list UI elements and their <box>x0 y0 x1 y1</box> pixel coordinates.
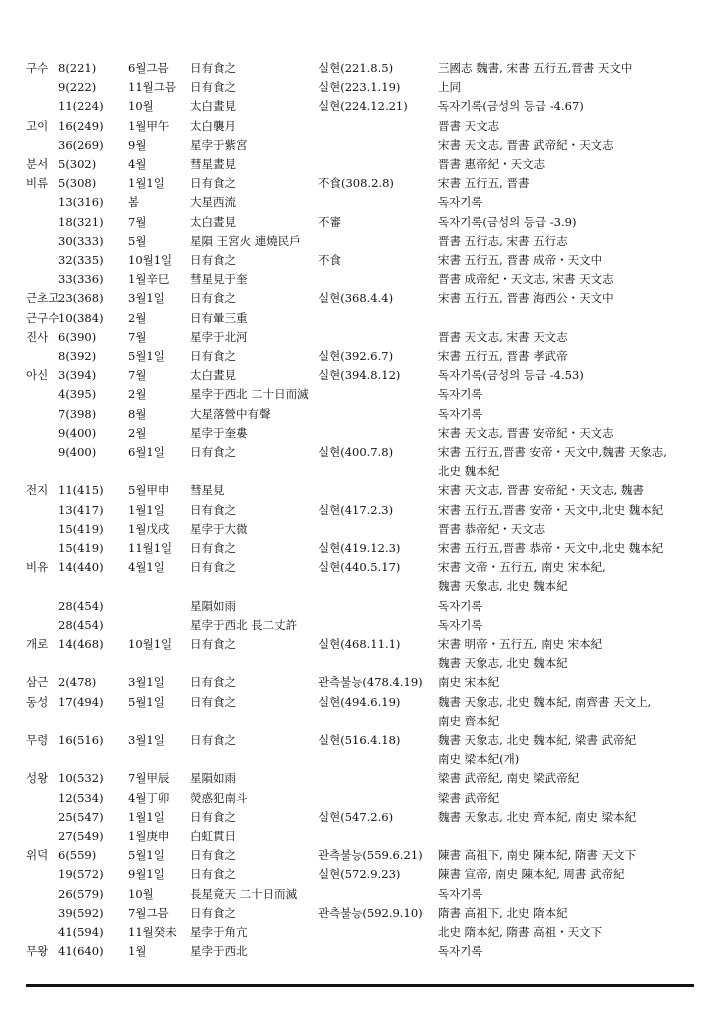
event-cell: 熒惑犯南斗 <box>190 790 248 805</box>
month-cell: 7월그믐 <box>128 905 169 920</box>
source-cell: 독자기록 <box>438 406 483 421</box>
event-cell: 日有食之 <box>190 61 236 75</box>
table-row <box>0 500 720 520</box>
table-row <box>0 96 720 116</box>
table-row <box>0 250 720 270</box>
year-cell: 23(368) <box>58 291 104 306</box>
source-cell: 晋書 天文志, 宋書 天文志 <box>438 329 568 344</box>
event-cell: 日有食之 <box>190 349 236 363</box>
month-cell: 11월그믐 <box>128 80 176 95</box>
month-cell: 3월1일 <box>128 291 165 306</box>
event-cell: 日有食之 <box>190 809 236 824</box>
month-cell: 1월1일 <box>128 809 165 824</box>
event-cell: 日有食之 <box>190 541 236 555</box>
table-row <box>0 864 720 884</box>
year-cell: 2(478) <box>58 675 97 690</box>
month-cell: 5월1일 <box>128 848 165 863</box>
source-cell: 宋書 五行五, 晋書 成帝・天文中 <box>438 253 603 267</box>
year-cell: 11(224) <box>58 99 104 114</box>
observation-cell: 관측불능(592.9.10) <box>318 905 423 920</box>
event-cell: 日有食之 <box>190 176 236 191</box>
source-cell: 宋書 明帝・五行五, 南史 宋本紀 <box>438 637 603 651</box>
year-cell: 13(417) <box>58 502 104 517</box>
table-row <box>0 77 720 97</box>
observation-cell: 실현(400.7.8) <box>318 445 394 459</box>
king-cell: 비류 <box>26 176 49 191</box>
source-cell: 宋書 五行五, 晋書 海西公・天文中 <box>438 291 614 306</box>
year-cell: 10(532) <box>58 771 104 786</box>
event-cell: 日有食之 <box>190 867 236 882</box>
table-row <box>0 557 720 577</box>
source-cell: 宋書 五行五, 晋書 孝武帝 <box>438 349 568 363</box>
table-row <box>0 116 720 136</box>
source-cell: 독자기록 <box>438 387 483 402</box>
table-row <box>0 711 720 731</box>
observation-cell: 관측불능(478.4.19) <box>318 675 423 690</box>
year-cell: 18(321) <box>58 214 104 229</box>
source-cell: 南史 宋本紀 <box>438 675 500 690</box>
source-cell: 宋書 五行五,晋書 安帝・天文中,北史 魏本紀 <box>438 502 664 517</box>
table-row <box>0 730 720 750</box>
king-cell: 비유 <box>26 560 49 575</box>
table-row <box>0 135 720 155</box>
year-cell: 28(454) <box>58 598 104 613</box>
event-cell: 日有食之 <box>190 694 236 709</box>
source-cell: 魏書 天象志, 北史 魏本紀, 南齊書 天文上, <box>438 694 652 709</box>
table-row <box>0 768 720 788</box>
year-cell: 41(594) <box>58 925 104 939</box>
month-cell: 1월庚申 <box>128 829 170 843</box>
month-cell: 2월 <box>128 310 147 325</box>
year-cell: 10(384) <box>58 310 104 325</box>
table-row <box>0 384 720 404</box>
year-cell: 12(534) <box>58 790 104 805</box>
month-cell: 7월 <box>128 368 147 383</box>
observation-cell: 실현(223.1.19) <box>318 80 401 95</box>
event-cell: 星隕如雨 <box>190 771 236 786</box>
king-cell: 아신 <box>26 368 49 383</box>
source-cell: 독자기록 <box>438 944 483 959</box>
table-row <box>0 173 720 193</box>
year-cell: 5(302) <box>58 157 97 171</box>
month-cell: 10월1일 <box>128 253 173 267</box>
year-cell: 25(547) <box>58 809 104 824</box>
event-cell: 日有食之 <box>190 637 236 651</box>
table-row <box>0 692 720 712</box>
month-cell: 2월 <box>128 425 147 440</box>
month-cell: 1월戊戌 <box>128 521 170 536</box>
observation-cell: 실현(417.2.3) <box>318 502 394 517</box>
table-row <box>0 461 720 481</box>
year-cell: 26(579) <box>58 886 104 901</box>
table-row <box>0 519 720 539</box>
observation-cell: 실현(494.6.19) <box>318 694 401 709</box>
year-cell: 11(415) <box>58 483 104 498</box>
event-cell: 彗星見 <box>190 483 225 498</box>
event-cell: 太白晝見 <box>190 99 236 114</box>
table-row <box>0 903 720 923</box>
event-cell: 星孛于紫宮 <box>190 137 248 152</box>
month-cell: 1월1일 <box>128 502 165 517</box>
king-cell: 전지 <box>26 483 49 498</box>
event-cell: 太白襲月 <box>190 118 236 133</box>
year-cell: 14(468) <box>58 637 104 651</box>
table-row <box>0 231 720 251</box>
source-cell: 독자기록(금성의 등급 -3.9) <box>438 214 577 229</box>
source-cell: 독자기록 <box>438 886 483 901</box>
source-cell: 晋書 惠帝紀・天文志 <box>438 157 546 171</box>
year-cell: 15(419) <box>58 541 104 555</box>
event-cell: 日有暈三重 <box>190 310 248 325</box>
month-cell: 10월 <box>128 99 154 114</box>
king-cell: 근구수 <box>26 310 60 325</box>
source-cell: 陳書 宣帝, 南史 陳本紀, 周書 武帝紀 <box>438 867 625 882</box>
source-cell: 晋書 恭帝紀・天文志 <box>438 521 546 536</box>
observation-cell: 실현(572.9.23) <box>318 867 401 882</box>
king-cell: 삼근 <box>26 675 49 690</box>
king-cell: 구수 <box>26 61 49 75</box>
event-cell: 太白晝見 <box>190 214 236 229</box>
source-cell: 독자기록(금성의 등급 -4.67) <box>438 99 584 114</box>
year-cell: 41(640) <box>58 944 104 959</box>
year-cell: 7(398) <box>58 406 97 421</box>
observation-cell: 不審 <box>318 214 341 229</box>
table-row <box>0 749 720 769</box>
year-cell: 32(335) <box>58 253 104 267</box>
year-cell: 36(269) <box>58 137 104 152</box>
observation-cell: 실현(419.12.3) <box>318 541 401 555</box>
year-cell: 33(336) <box>58 272 104 287</box>
table-row <box>0 826 720 846</box>
month-cell: 2월 <box>128 387 147 402</box>
table-row <box>0 576 720 596</box>
source-cell: 北史 魏本紀 <box>438 464 500 479</box>
month-cell: 6월1일 <box>128 445 165 459</box>
event-cell: 太白晝見 <box>190 368 236 383</box>
month-cell: 1월甲午 <box>128 118 170 133</box>
year-cell: 39(592) <box>58 905 104 920</box>
king-cell: 분서 <box>26 157 49 171</box>
event-cell: 星隕如雨 <box>190 598 236 613</box>
event-cell: 星孛于大微 <box>190 521 248 536</box>
year-cell: 9(222) <box>58 80 97 95</box>
source-cell: 晋書 五行志, 宋書 五行志 <box>438 233 568 248</box>
source-cell: 宋書 五行五,晋書 恭帝・天文中,北史 魏本紀 <box>438 541 664 555</box>
month-cell: 5월1일 <box>128 694 165 709</box>
table-row <box>0 634 720 654</box>
event-cell: 日有食之 <box>190 291 236 306</box>
month-cell: 5월甲申 <box>128 483 170 498</box>
table-row <box>0 212 720 232</box>
source-cell: 魏書 天象志, 北史 齊本紀, 南史 梁本紀 <box>438 809 637 824</box>
year-cell: 8(221) <box>58 61 97 75</box>
event-cell: 星孛于奎婁 <box>190 425 248 440</box>
source-cell: 隋書 高祖下, 北史 隋本紀 <box>438 905 568 920</box>
event-cell: 日有食之 <box>190 733 236 747</box>
source-cell: 梁書 武帝紀 <box>438 790 500 805</box>
king-cell: 근초고 <box>26 291 60 306</box>
event-cell: 星孛于角亢 <box>190 925 248 939</box>
source-cell: 독자기록 <box>438 598 483 613</box>
king-cell: 고이 <box>26 118 49 133</box>
observation-cell: 실현(392.6.7) <box>318 349 394 363</box>
table-row <box>0 538 720 558</box>
table-row <box>0 884 720 904</box>
king-cell: 동성 <box>26 694 49 709</box>
month-cell: 4월1일 <box>128 560 165 575</box>
year-cell: 15(419) <box>58 521 104 536</box>
event-cell: 星孛于北河 <box>190 329 248 344</box>
source-cell: 宋書 天文志, 晋書 武帝紀・天文志 <box>438 137 614 152</box>
observation-cell: 실현(368.4.4) <box>318 291 394 306</box>
source-cell: 三國志 魏書, 宋書 五行五,晋書 天文中 <box>438 61 633 75</box>
source-cell: 魏書 天象志, 北史 魏本紀, 梁書 武帝紀 <box>438 733 637 747</box>
source-cell: 宋書 五行五,晋書 安帝・天文中,魏書 天象志, <box>438 445 667 459</box>
month-cell: 9월1일 <box>128 867 165 882</box>
month-cell: 4월丁卯 <box>128 790 170 805</box>
event-cell: 星孛于西北 長二丈許 <box>190 617 298 632</box>
event-cell: 日有食之 <box>190 675 236 690</box>
source-cell: 魏書 天象志, 北史 魏本紀 <box>438 579 568 594</box>
year-cell: 4(395) <box>58 387 97 402</box>
source-cell: 독자기록(금성의 등급 -4.53) <box>438 368 584 383</box>
month-cell: 9월 <box>128 137 147 152</box>
month-cell: 10월 <box>128 886 154 901</box>
source-cell: 독자기록 <box>438 617 483 632</box>
year-cell: 28(454) <box>58 617 104 632</box>
event-cell: 白虹貫日 <box>190 829 236 843</box>
year-cell: 8(392) <box>58 349 97 363</box>
event-cell: 日有食之 <box>190 560 236 575</box>
year-cell: 16(249) <box>58 118 104 133</box>
table-row <box>0 346 720 366</box>
event-cell: 星孛于西北 二十日而滅 <box>190 387 309 402</box>
year-cell: 19(572) <box>58 867 104 882</box>
event-cell: 日有食之 <box>190 848 236 863</box>
table-row <box>0 653 720 673</box>
observation-cell: 不食 <box>318 253 341 267</box>
month-cell: 5월1일 <box>128 349 165 363</box>
source-cell: 晋書 成帝紀・天文志, 宋書 天文志 <box>438 272 614 287</box>
observation-cell: 관측불능(559.6.21) <box>318 848 423 863</box>
year-cell: 9(400) <box>58 445 97 459</box>
table-row <box>0 442 720 462</box>
event-cell: 日有食之 <box>190 445 236 459</box>
year-cell: 16(516) <box>58 733 104 747</box>
table-row <box>0 845 720 865</box>
table-row <box>0 58 720 78</box>
king-cell: 무령 <box>26 733 49 747</box>
event-cell: 日有食之 <box>190 905 236 920</box>
table-row <box>0 308 720 328</box>
event-cell: 星隕 王宮火 連燒民戶 <box>190 233 301 248</box>
observation-cell: 실현(224.12.21) <box>318 99 408 114</box>
observation-cell: 不食(308.2.8) <box>318 176 394 191</box>
table-row <box>0 807 720 827</box>
event-cell: 星孛于西北 <box>190 944 248 959</box>
year-cell: 5(308) <box>58 176 97 191</box>
event-cell: 日有食之 <box>190 80 236 95</box>
table-row <box>0 788 720 808</box>
month-cell: 7월甲辰 <box>128 771 170 786</box>
table-row <box>0 423 720 443</box>
month-cell: 1월 <box>128 944 147 959</box>
month-cell: 11월1일 <box>128 541 173 555</box>
king-cell: 무왕 <box>26 944 49 959</box>
year-cell: 3(394) <box>58 368 97 383</box>
month-cell: 봄 <box>128 195 140 210</box>
king-cell: 개로 <box>26 637 49 651</box>
table-row <box>0 672 720 692</box>
event-cell: 彗星見于奎 <box>190 272 248 287</box>
year-cell: 14(440) <box>58 560 104 575</box>
source-cell: 梁書 武帝紀, 南史 梁武帝紀 <box>438 771 580 786</box>
king-cell: 위덕 <box>26 848 49 863</box>
source-cell: 陳書 高祖下, 南史 陳本紀, 隋書 天文下 <box>438 848 637 863</box>
month-cell: 7월 <box>128 329 147 344</box>
observation-cell: 실현(394.8.12) <box>318 368 401 383</box>
observation-cell: 실현(547.2.6) <box>318 809 394 824</box>
month-cell: 6월그믐 <box>128 61 169 75</box>
month-cell: 5월 <box>128 233 147 248</box>
king-cell: 성왕 <box>26 771 49 786</box>
observation-cell: 실현(221.8.5) <box>318 61 394 75</box>
event-cell: 彗星晝見 <box>190 157 236 171</box>
table-row <box>0 480 720 500</box>
event-cell: 日有食之 <box>190 502 236 517</box>
year-cell: 17(494) <box>58 694 104 709</box>
event-cell: 日有食之 <box>190 253 236 267</box>
bottom-rule <box>26 984 694 987</box>
month-cell: 3월1일 <box>128 675 165 690</box>
table-row <box>0 404 720 424</box>
source-cell: 독자기록 <box>438 195 483 210</box>
year-cell: 27(549) <box>58 829 104 843</box>
source-cell: 宋書 天文志, 晋書 安帝紀・天文志, 魏書 <box>438 483 644 498</box>
event-cell: 長星竟天 二十日而滅 <box>190 886 298 901</box>
observation-cell: 실현(468.11.1) <box>318 637 401 651</box>
month-cell: 7월 <box>128 214 147 229</box>
year-cell: 30(333) <box>58 233 104 248</box>
source-cell: 南史 齊本紀 <box>438 713 500 728</box>
source-cell: 北史 隋本紀, 隋書 高祖・天文下 <box>438 925 603 939</box>
month-cell: 11월癸未 <box>128 925 177 939</box>
table-row <box>0 288 720 308</box>
source-cell: 上同 <box>438 80 461 95</box>
year-cell: 6(390) <box>58 329 97 344</box>
source-cell: 宋書 天文志, 晋書 安帝紀・天文志 <box>438 425 614 440</box>
event-cell: 大星西流 <box>190 195 236 210</box>
table-row <box>0 327 720 347</box>
month-cell: 1월辛巳 <box>128 272 170 287</box>
table-row <box>0 192 720 212</box>
year-cell: 13(316) <box>58 195 104 210</box>
event-cell: 大星落營中有聲 <box>190 406 271 421</box>
table-row <box>0 365 720 385</box>
table-row <box>0 596 720 616</box>
month-cell: 4월 <box>128 157 147 171</box>
source-cell: 南史 梁本紀(개) <box>438 752 520 767</box>
month-cell: 8월 <box>128 406 147 421</box>
month-cell: 3월1일 <box>128 733 165 747</box>
table-row <box>0 922 720 942</box>
observation-cell: 실현(516.4.18) <box>318 733 401 747</box>
source-cell: 宋書 文帝・五行五, 南史 宋本紀, <box>438 560 606 575</box>
table-row <box>0 941 720 961</box>
table-row <box>0 154 720 174</box>
source-cell: 宋書 五行五, 晋書 <box>438 176 530 191</box>
table-row <box>0 615 720 635</box>
king-cell: 진사 <box>26 329 49 344</box>
observation-cell: 실현(440.5.17) <box>318 560 401 575</box>
source-cell: 晋書 天文志 <box>438 118 500 133</box>
table-row <box>0 269 720 289</box>
month-cell: 1월1일 <box>128 176 165 191</box>
month-cell: 10월1일 <box>128 637 173 651</box>
year-cell: 6(559) <box>58 848 97 863</box>
source-cell: 魏書 天象志, 北史 魏本紀 <box>438 656 568 671</box>
year-cell: 9(400) <box>58 425 97 440</box>
